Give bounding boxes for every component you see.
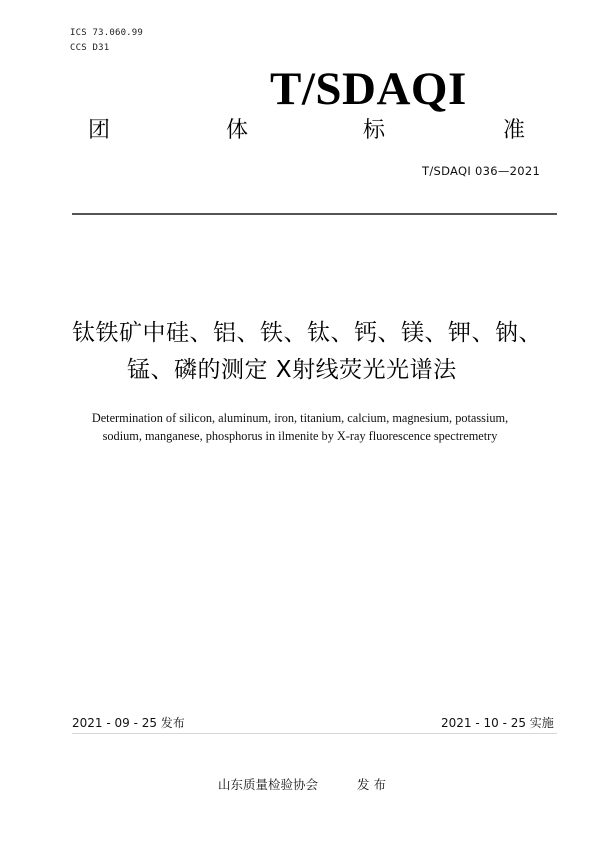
standard-type-char-2: 体 [226, 118, 249, 143]
standard-number: T/SDAQI 036—2021 [422, 164, 541, 178]
title-zh-line-2: 锰、磷的测定 X射线荧光光谱法 [127, 357, 457, 383]
implement-date: 2021 - 10 - 25 实施 [441, 716, 554, 730]
issue-date: 2021 - 09 - 25 发布 [72, 716, 185, 730]
ics-code: ICS 73.060.99 [70, 28, 144, 38]
title-zh-line-1: 钛铁矿中硅、铝、铁、钛、钙、镁、钾、钠、 [72, 320, 542, 346]
standard-brand: T/SDAQI [270, 63, 467, 115]
standard-type-char-3: 标 [363, 118, 386, 143]
publisher-name: 山东质量检验协会 [218, 777, 319, 792]
footer-divider [72, 733, 557, 734]
standard-type-char-1: 团 [88, 118, 111, 143]
publish-label: 发 布 [357, 777, 386, 792]
title-en-line-2: sodium, manganese, phosphorus in ilmenite by X-ray fluorescence spectremetry [102, 429, 498, 443]
ccs-code: CCS D31 [70, 43, 110, 53]
standard-type-char-4: 准 [503, 118, 526, 143]
header-divider [72, 213, 557, 215]
title-en-line-1: Determination of silicon, aluminum, iron, titanium, calcium, magnesium, potassium, [91, 411, 509, 425]
